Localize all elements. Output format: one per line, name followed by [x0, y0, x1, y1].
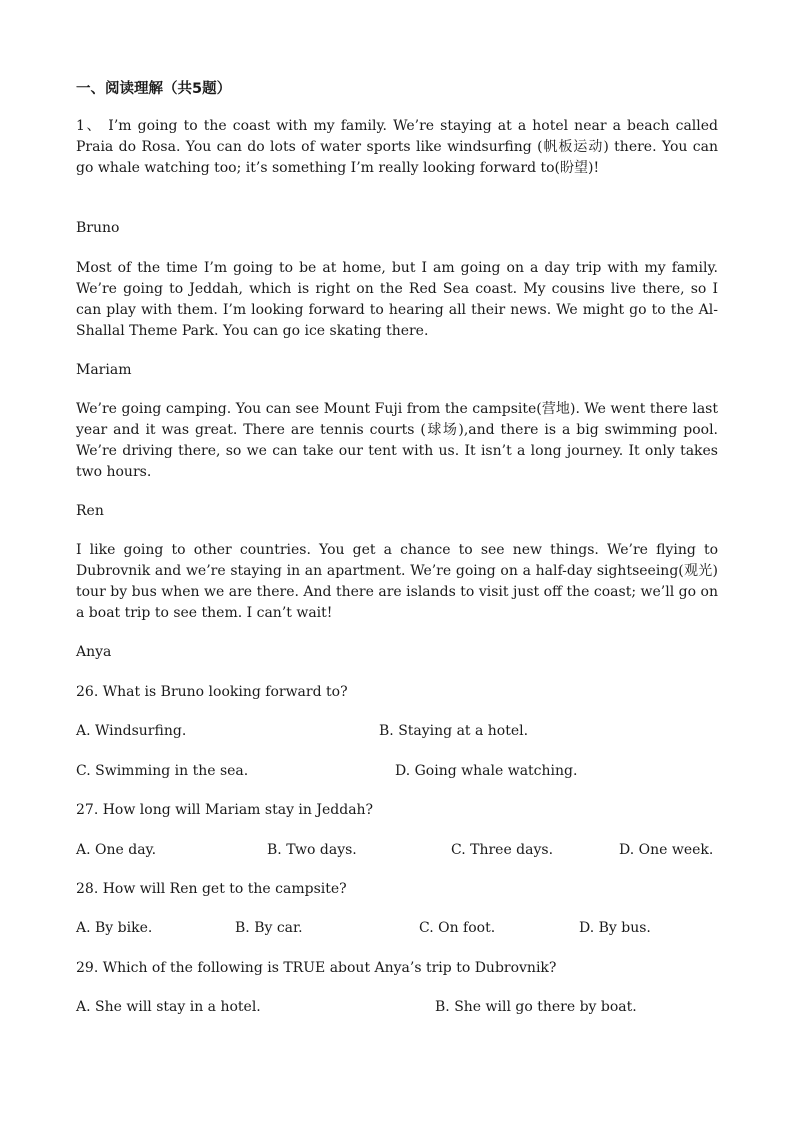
passage-ren: We’re going camping. You can see Mount Fuji from the campsite(营地). We went there last year and it was great. There are tennis courts (球场),and there is a big swimming pool. We’re driving there, so we can take our tent with us. It isn’t a long journey. It only takes two hours.	[76, 401, 718, 480]
author-bruno: Bruno	[76, 220, 120, 236]
author-ren: Ren	[76, 503, 104, 519]
passage-bruno: 1、 I’m going to the coast with my family. We’re staying at a hotel near a beach called Praia do Rosa. You can do lots of water sports like windsurfing (帆板运动) there. You can go whale watching too; it’s something I’m really looking forward to(盼望)!	[76, 118, 718, 176]
passage-anya: I like going to other countries. You get a chance to see new things. We’re flying to Dubrovnik and we’re staying in an apartment. We’re going on a half-day sightseeing(观光) tour by bus when we are there. And there are islands to visit just off the coast; we’ll go on a boat trip to see them. I can’t wait!	[76, 542, 718, 621]
question-28-stem: 28. How will Ren get to the campsite?	[76, 881, 347, 897]
author-anya: Anya	[76, 644, 112, 660]
question-27-stem: 27. How long will Mariam stay in Jeddah?	[76, 802, 374, 818]
question-29-option-b: B. She will go there by boat.	[435, 999, 637, 1015]
question-29-option-a: A. She will stay in a hotel.	[76, 999, 261, 1015]
question-29-stem: 29. Which of the following is TRUE about Anya’s trip to Dubrovnik?	[76, 960, 557, 976]
question-27-option-d: D. One week.	[619, 842, 714, 858]
section-heading: 一、阅读理解（共5题）	[76, 81, 232, 97]
author-mariam: Mariam	[76, 362, 132, 378]
question-27-option-c: C. Three days.	[451, 842, 554, 858]
question-26-option-a: A. Windsurfing.	[76, 723, 187, 739]
question-28-option-b: B. By car.	[235, 920, 303, 936]
question-27-option-a: A. One day.	[76, 842, 157, 858]
passage-mariam: Most of the time I’m going to be at home, but I am going on a day trip with my family. We’re going to Jeddah, which is right on the Red Sea coast. My cousins live there, so I can play with them. I’m looking forward to hearing all their news. We might go to the Al-Shallal Theme Park. You can go ice skating there.	[76, 260, 718, 339]
question-27-option-b: B. Two days.	[267, 842, 357, 858]
question-26-option-b: B. Staying at a hotel.	[379, 723, 529, 739]
question-28-option-c: C. On foot.	[419, 920, 496, 936]
question-28-option-d: D. By bus.	[579, 920, 651, 936]
question-26-stem: 26. What is Bruno looking forward to?	[76, 684, 348, 700]
question-26-option-c: C. Swimming in the sea.	[76, 763, 249, 779]
question-26-option-d: D. Going whale watching.	[395, 763, 578, 779]
question-28-option-a: A. By bike.	[76, 920, 153, 936]
